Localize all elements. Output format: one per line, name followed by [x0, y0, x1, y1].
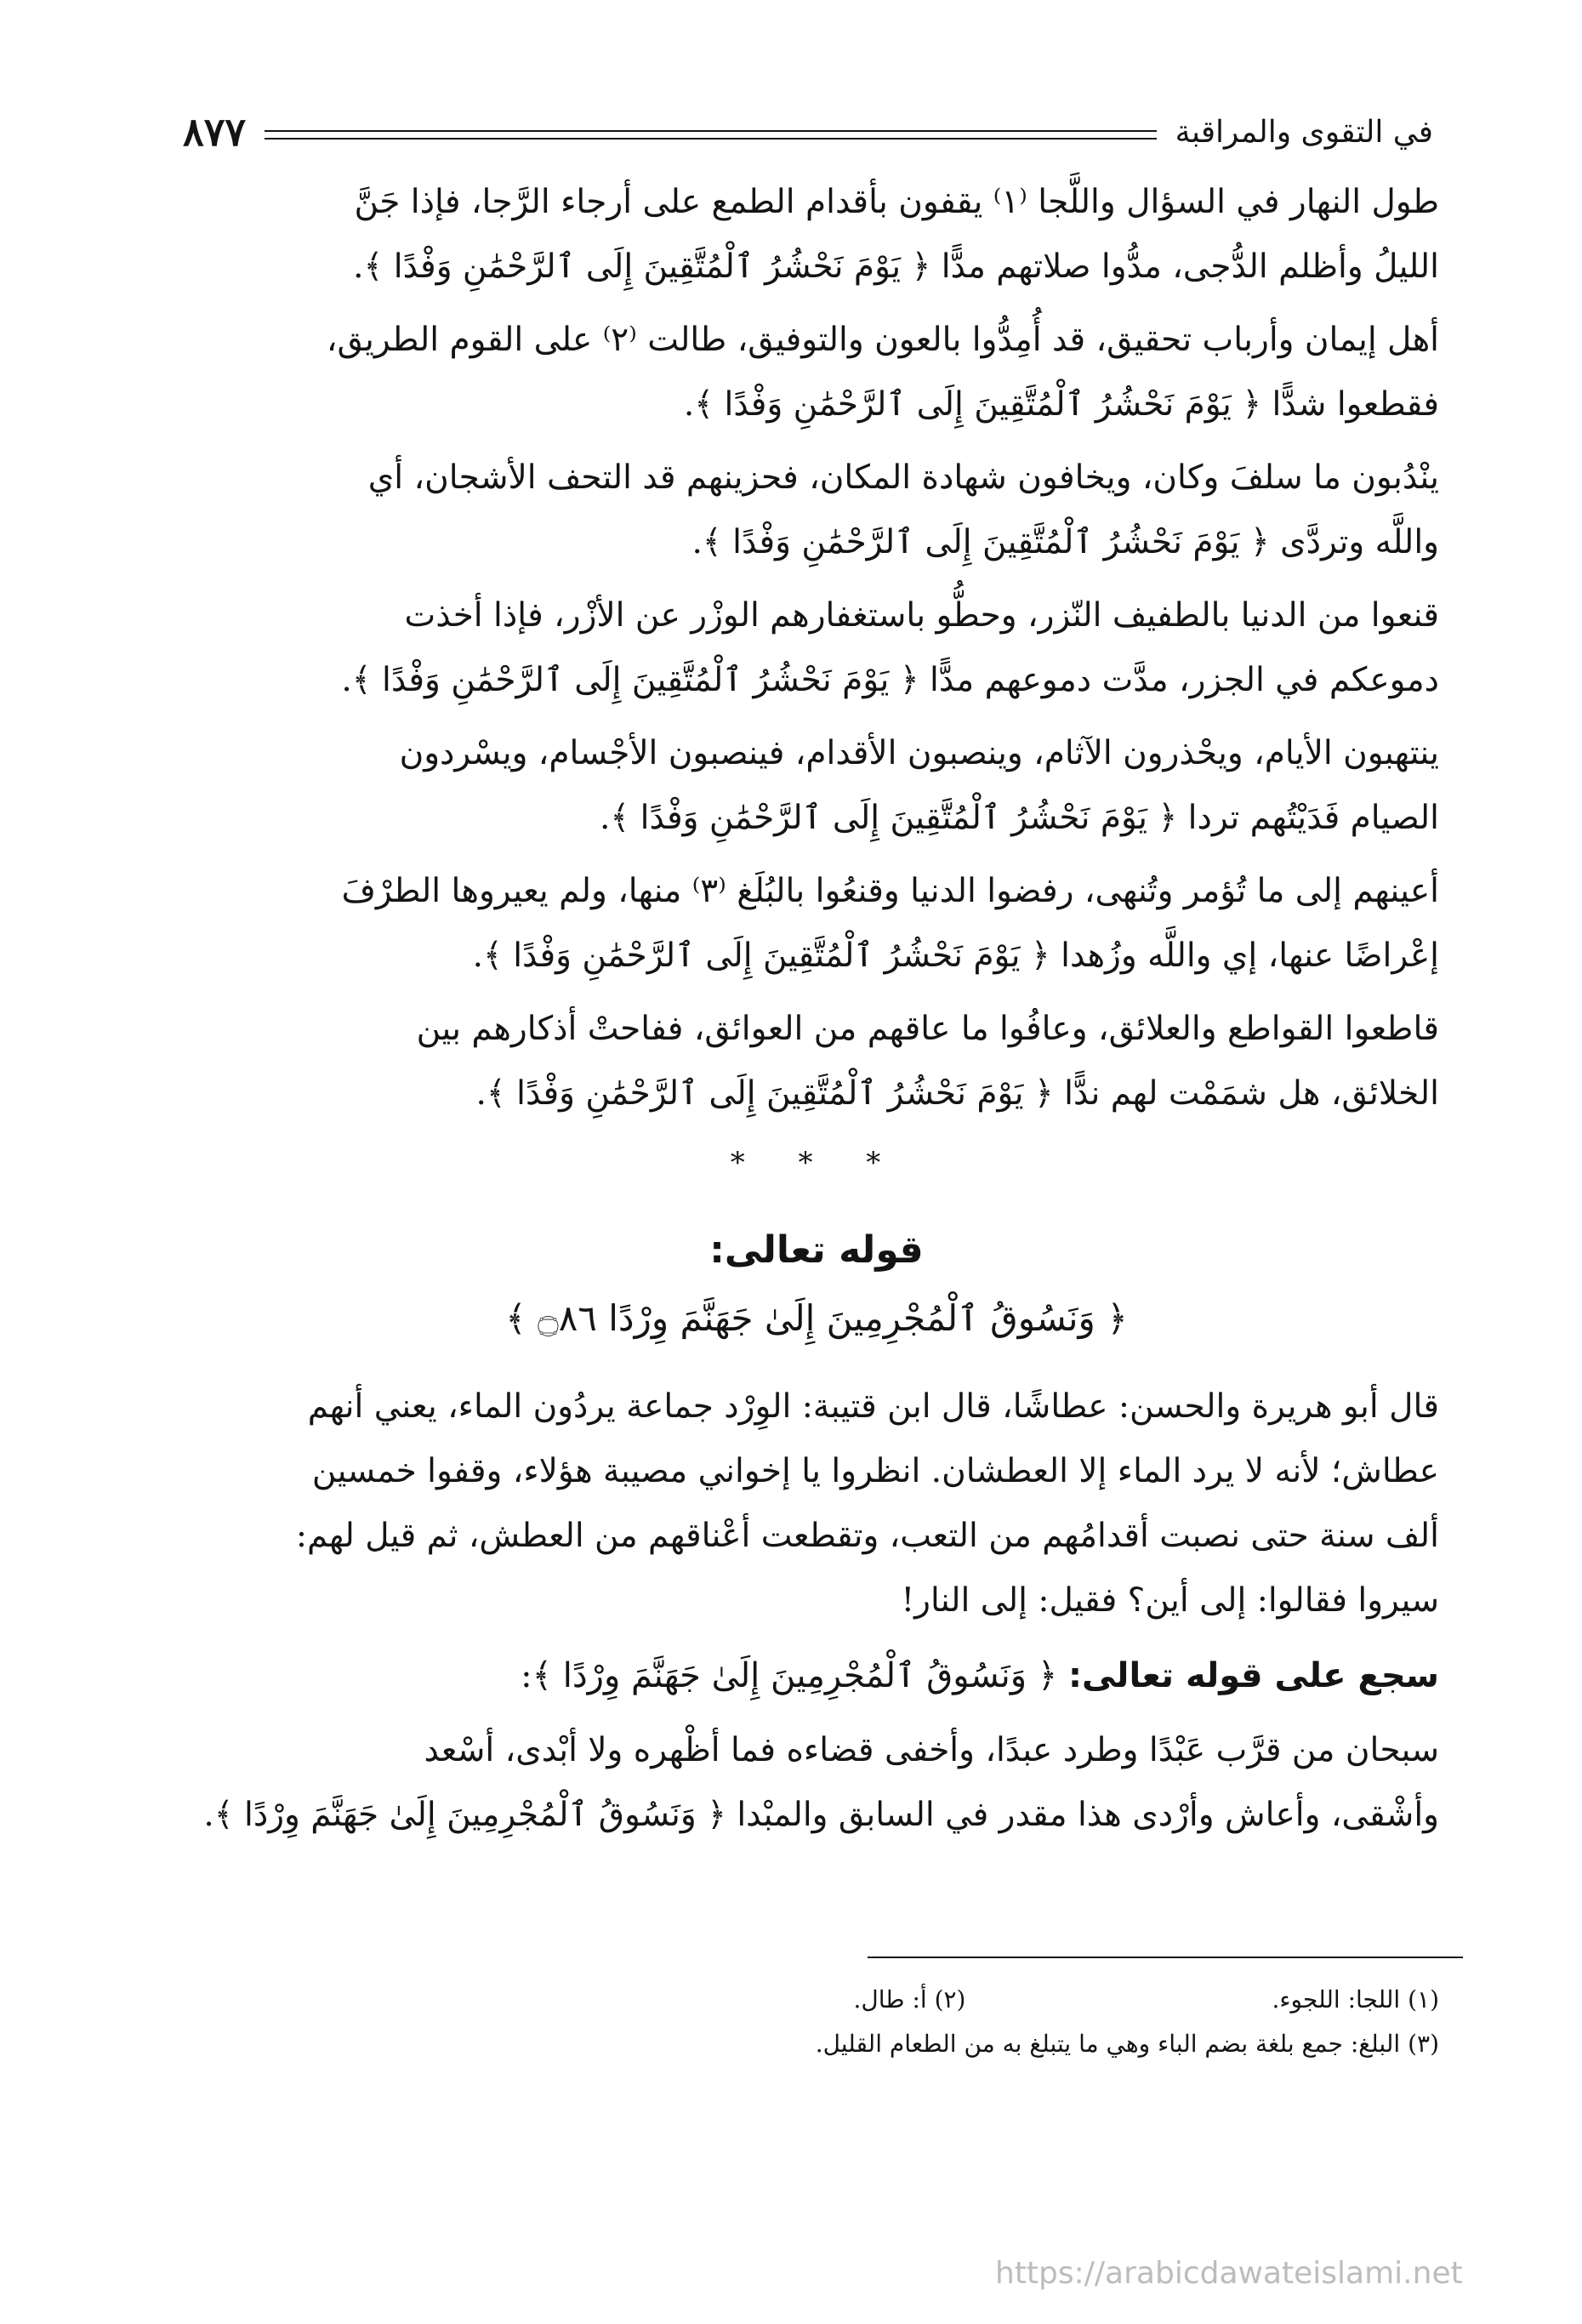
paragraph-2 — [194, 308, 1439, 437]
source-watermark: https://arabicdawateislami.net — [995, 2256, 1463, 2291]
paragraph-6 — [194, 859, 1439, 988]
text-line: سيروا فقالوا: إلى أين؟ فقيل: إلى النار! — [901, 1581, 1439, 1620]
subsection-heading-verse: ﴿ وَنَسُوقُ ٱلْمُجْرِمِينَ إِلَىٰ جَهَنَّمَ وِرْدًا ﴾: — [521, 1656, 1068, 1695]
text-line: فقطعوا شدًّا ﴿ يَوْمَ نَحْشُرُ ٱلْمُتَّقِينَ إِلَى ٱلرَّحْمَٰنِ وَفْدًا ﴾. — [683, 385, 1439, 424]
text-line: ألف سنة حتى نصبت أقدامُهم من التعب، وتقطعت أعْناقهم من العطش، ثم قيل لهم: — [295, 1517, 1439, 1555]
text-line: أعينهم إلى ما تُؤمر وتُنهى، رفضوا الدنيا وقنعُوا بالبُلَغ ⁽٣⁾ منها، ولم يعيروها الطرْفَ — [341, 872, 1439, 910]
paragraph-8 — [194, 1375, 1439, 1633]
footnote-1: (١) اللجا: اللجوء. — [1272, 1985, 1439, 2014]
text-line: دموعكم في الجزر، مدَّت دموعهم مدًّا ﴿ يَوْمَ نَحْشُرُ ٱلْمُتَّقِينَ إِلَى ٱلرَّحْمَٰنِ وَفْدًا ﴾. — [341, 661, 1439, 699]
header-rule — [265, 130, 1157, 140]
footnote-divider — [868, 1957, 1463, 1958]
text-line: ينتهبون الأيام، ويحْذرون الآثام، وينصبون الأقدام، فينصبون الأجْسام، ويسْردون — [399, 734, 1439, 772]
footnote-2: (٢) أ: طال. — [853, 1985, 966, 2014]
text-line: إعْراضًا عنها، إي واللَّه وزُهدا ﴿ يَوْمَ نَحْشُرُ ٱلْمُتَّقِينَ إِلَى ٱلرَّحْمَٰنِ وَفْدًا ﴾. — [472, 937, 1439, 975]
page-header — [183, 109, 1433, 155]
subsection-heading-lead: سجع على قوله تعالى: — [1067, 1656, 1439, 1695]
paragraph-3 — [194, 446, 1439, 575]
text-line: وأشْقى، وأعاش وأرْدى هذا مقدر في السابق والمبْدا ﴿ وَنَسُوقُ ٱلْمُجْرِمِينَ إِلَىٰ جَهَنَّمَ وِرْدًا ﴾. — [203, 1796, 1439, 1834]
section-title: قوله تعالى: — [709, 1228, 924, 1272]
text-line: قنعوا من الدنيا بالطفيف النّزر، وحطُّو باستغفارهم الوزْر عن الأزْر، فإذا أخذت — [404, 596, 1439, 635]
text-line: قاطعوا القواطع والعلائق، وعافُوا ما عاقهم من العوائق، ففاحتْ أذكارهم بين — [416, 1010, 1439, 1048]
footnote-3: (٣) البلغ: جمع بلغة بضم الباء وهي ما يتبلغ به من الطعام القليل. — [815, 2030, 1439, 2058]
main-text — [194, 170, 1439, 1856]
paragraph-1 — [194, 170, 1439, 299]
text-line: طول النهار في السؤال واللَّجا ⁽١⁾ يقفون بأقدام الطمع على أرجاء الرَّجا، فإذا جَنَّ — [354, 183, 1439, 221]
footnotes — [194, 1978, 1439, 2066]
text-line: واللَّه وتردَّى ﴿ يَوْمَ نَحْشُرُ ٱلْمُتَّقِينَ إِلَى ٱلرَّحْمَٰنِ وَفْدًا ﴾. — [691, 523, 1439, 561]
footnote-row — [194, 1978, 1439, 2022]
paragraph-7 — [194, 997, 1439, 1126]
text-line: أهل إيمان وأرباب تحقيق، قد أُمِدُّوا بالعون والتوفيق، طالت ⁽٢⁾ على القوم الطريق، — [326, 321, 1439, 359]
quran-verse: ﴿ وَنَسُوقُ ٱلْمُجْرِمِينَ إِلَىٰ جَهَنَّمَ وِرْدًا ۝٨٦ ﴾ — [505, 1297, 1128, 1339]
paragraph-9 — [194, 1718, 1439, 1848]
text-line: الخلائق، هل شمَمْت لهم ندًّا ﴿ يَوْمَ نَحْشُرُ ٱلْمُتَّقِينَ إِلَى ٱلرَّحْمَٰنِ وَفْدًا ﴾. — [475, 1074, 1439, 1113]
paragraph-4 — [194, 584, 1439, 713]
text-line: الليلُ وأظلم الدُّجى، مدُّوا صلاتهم مدًّا ﴿ يَوْمَ نَحْشُرُ ٱلْمُتَّقِينَ إِلَى ٱلرَّحْمَٰنِ وَفْدًا ﴾. — [353, 248, 1439, 286]
text-line: سبحان من قرَّب عَبْدًا وطرد عبدًا، وأخفى قضاءه فما أظْهره ولا أبْدى، أسْعد — [424, 1731, 1439, 1769]
page-number: ٨٧٧ — [183, 109, 247, 155]
paragraph-5 — [194, 721, 1439, 851]
text-line: قال أبو هريرة والحسن: عطاشًا، قال ابن قتيبة: الوِرْد جماعة يردُون الماء، يعني أنهم — [307, 1387, 1439, 1426]
text-line: عطاش؛ لأنه لا يرد الماء إلا العطشان. انظروا يا إخواني مصيبة هؤلاء، وقفوا خمسين — [311, 1452, 1439, 1490]
text-line: الصيام فَدَيْتُهم تردا ﴿ يَوْمَ نَحْشُرُ ٱلْمُتَّقِينَ إِلَى ٱلرَّحْمَٰنِ وَفْدًا ﴾. — [600, 799, 1439, 837]
subsection-heading — [194, 1642, 1439, 1710]
text-line: ينْدُبون ما سلفَ وكان، ويخافون شهادة المكان، فحزينهم قد التحف الأشجان، أي — [367, 459, 1439, 497]
section-separator: * * * — [730, 1146, 903, 1180]
running-title: في التقوى والمراقبة — [1175, 114, 1433, 150]
